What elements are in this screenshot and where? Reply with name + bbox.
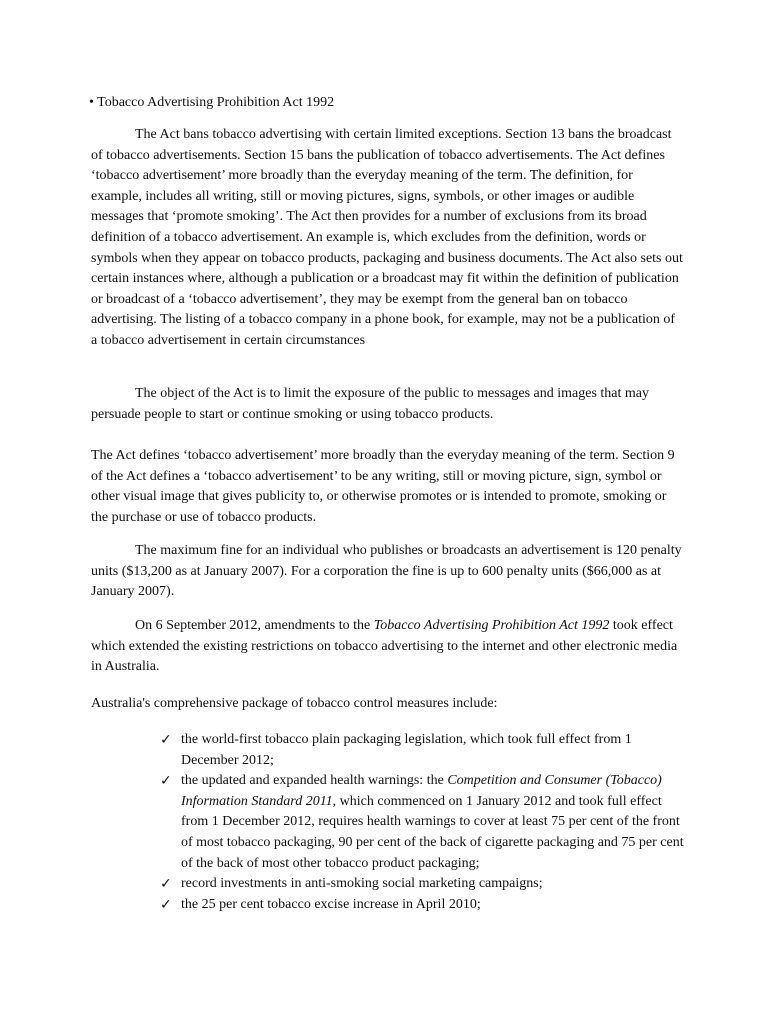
list-item-text-before: the updated and expanded health warnings: the [181,773,448,789]
list-item-text-after: , which commenced on 1 January 2012 and took full effect from 1 December 2012, requires health warnings to cover at least 75 per cent of the front of most tobacco packaging, 90 per cent of the back of cigarette packaging and 75 per cent of the back of most other tobacco product packaging; [181,793,684,871]
paragraph-definition: The Act defines ‘tobacco advertisement’ more broadly than the everyday meaning of the term. Section 9 of the Act defines a ‘tobacco advertisement’ to be any writing, still or moving picture, sign, symbol or other visual image that gives publicity to, or otherwise promotes or is intended to promote, smoking or the purchase or use of tobacco products. [91,448,675,525]
paragraph-act-overview: The Act bans tobacco advertising with certain limited exceptions. Section 13 bans the broadcast of tobacco advertisements. Section 15 bans the publication of tobacco advertisements. The Act defines ‘tobacco advertisement’ more broadly than the everyday meaning of the term. The definition, for example, includes all writing, still or moving pictures, signs, symbols, or other images or audible messages that ‘promote smoking’. The Act then provides for a number of exclusions from its broad definition of a tobacco advertisement. An example is, which excludes from the definition, words or symbols when they appear on tobacco products, packaging and business documents. The Act also sets out certain instances where, although a publication or a broadcast may fit within the definition of publication or broadcast of a ‘tobacco advertisement’, they may be exempt from the general ban on tobacco advertising. The listing of a tobacco company in a phone book, for example, may not be a publication of a tobacco advertisement in certain circumstances [91,127,683,348]
paragraph-act-object: The object of the Act is to limit the exposure of the public to messages and images that may persuade people to start or continue smoking or using tobacco products. [91,386,649,422]
list-item-text: the world-first tobacco plain packaging legislation, which took full effect from 1 December 2012; [181,732,632,768]
checkmark-icon: ✓ [160,732,172,748]
checkmark-icon: ✓ [160,773,172,790]
list-item [160,874,690,895]
act-title-italic: Tobacco Advertising Prohibition Act 1992 [373,618,610,633]
list-item-text: the 25 per cent tobacco excise increase in April 2010; [181,896,481,912]
checkmark-icon: ✓ [160,896,172,913]
paragraph-control-measures-intro: Australia's comprehensive package of tobacco control measures include: [91,696,498,711]
paragraph-maximum-fine: The maximum fine for an individual who publishes or broadcasts an advertisement is 120 penalty units ($13,200 as at January 2007). For a corporation the fine is up to 600 penalty units ($66,000 as at January 2007). [91,543,682,600]
control-measures-checklist [160,730,690,915]
list-item-text [181,773,684,870]
checkmark-icon: ✓ [160,876,172,893]
paragraph-amendments [91,616,683,678]
section-heading: • Tobacco Advertising Prohibition Act 1992 [89,95,335,110]
list-item [160,895,690,916]
amendments-text-before: On 6 September 2012, amendments to the [135,618,374,633]
list-item [160,730,690,771]
standard-title-italic: Competition and Consumer (Tobacco) Information Standard 2011 [181,773,662,809]
list-item [160,771,690,874]
list-item-text: record investments in anti-smoking social marketing campaigns; [181,876,543,892]
amendments-text-after: took effect which extended the existing restrictions on tobacco advertising to the internet and other electronic media in Australia. [91,618,678,675]
